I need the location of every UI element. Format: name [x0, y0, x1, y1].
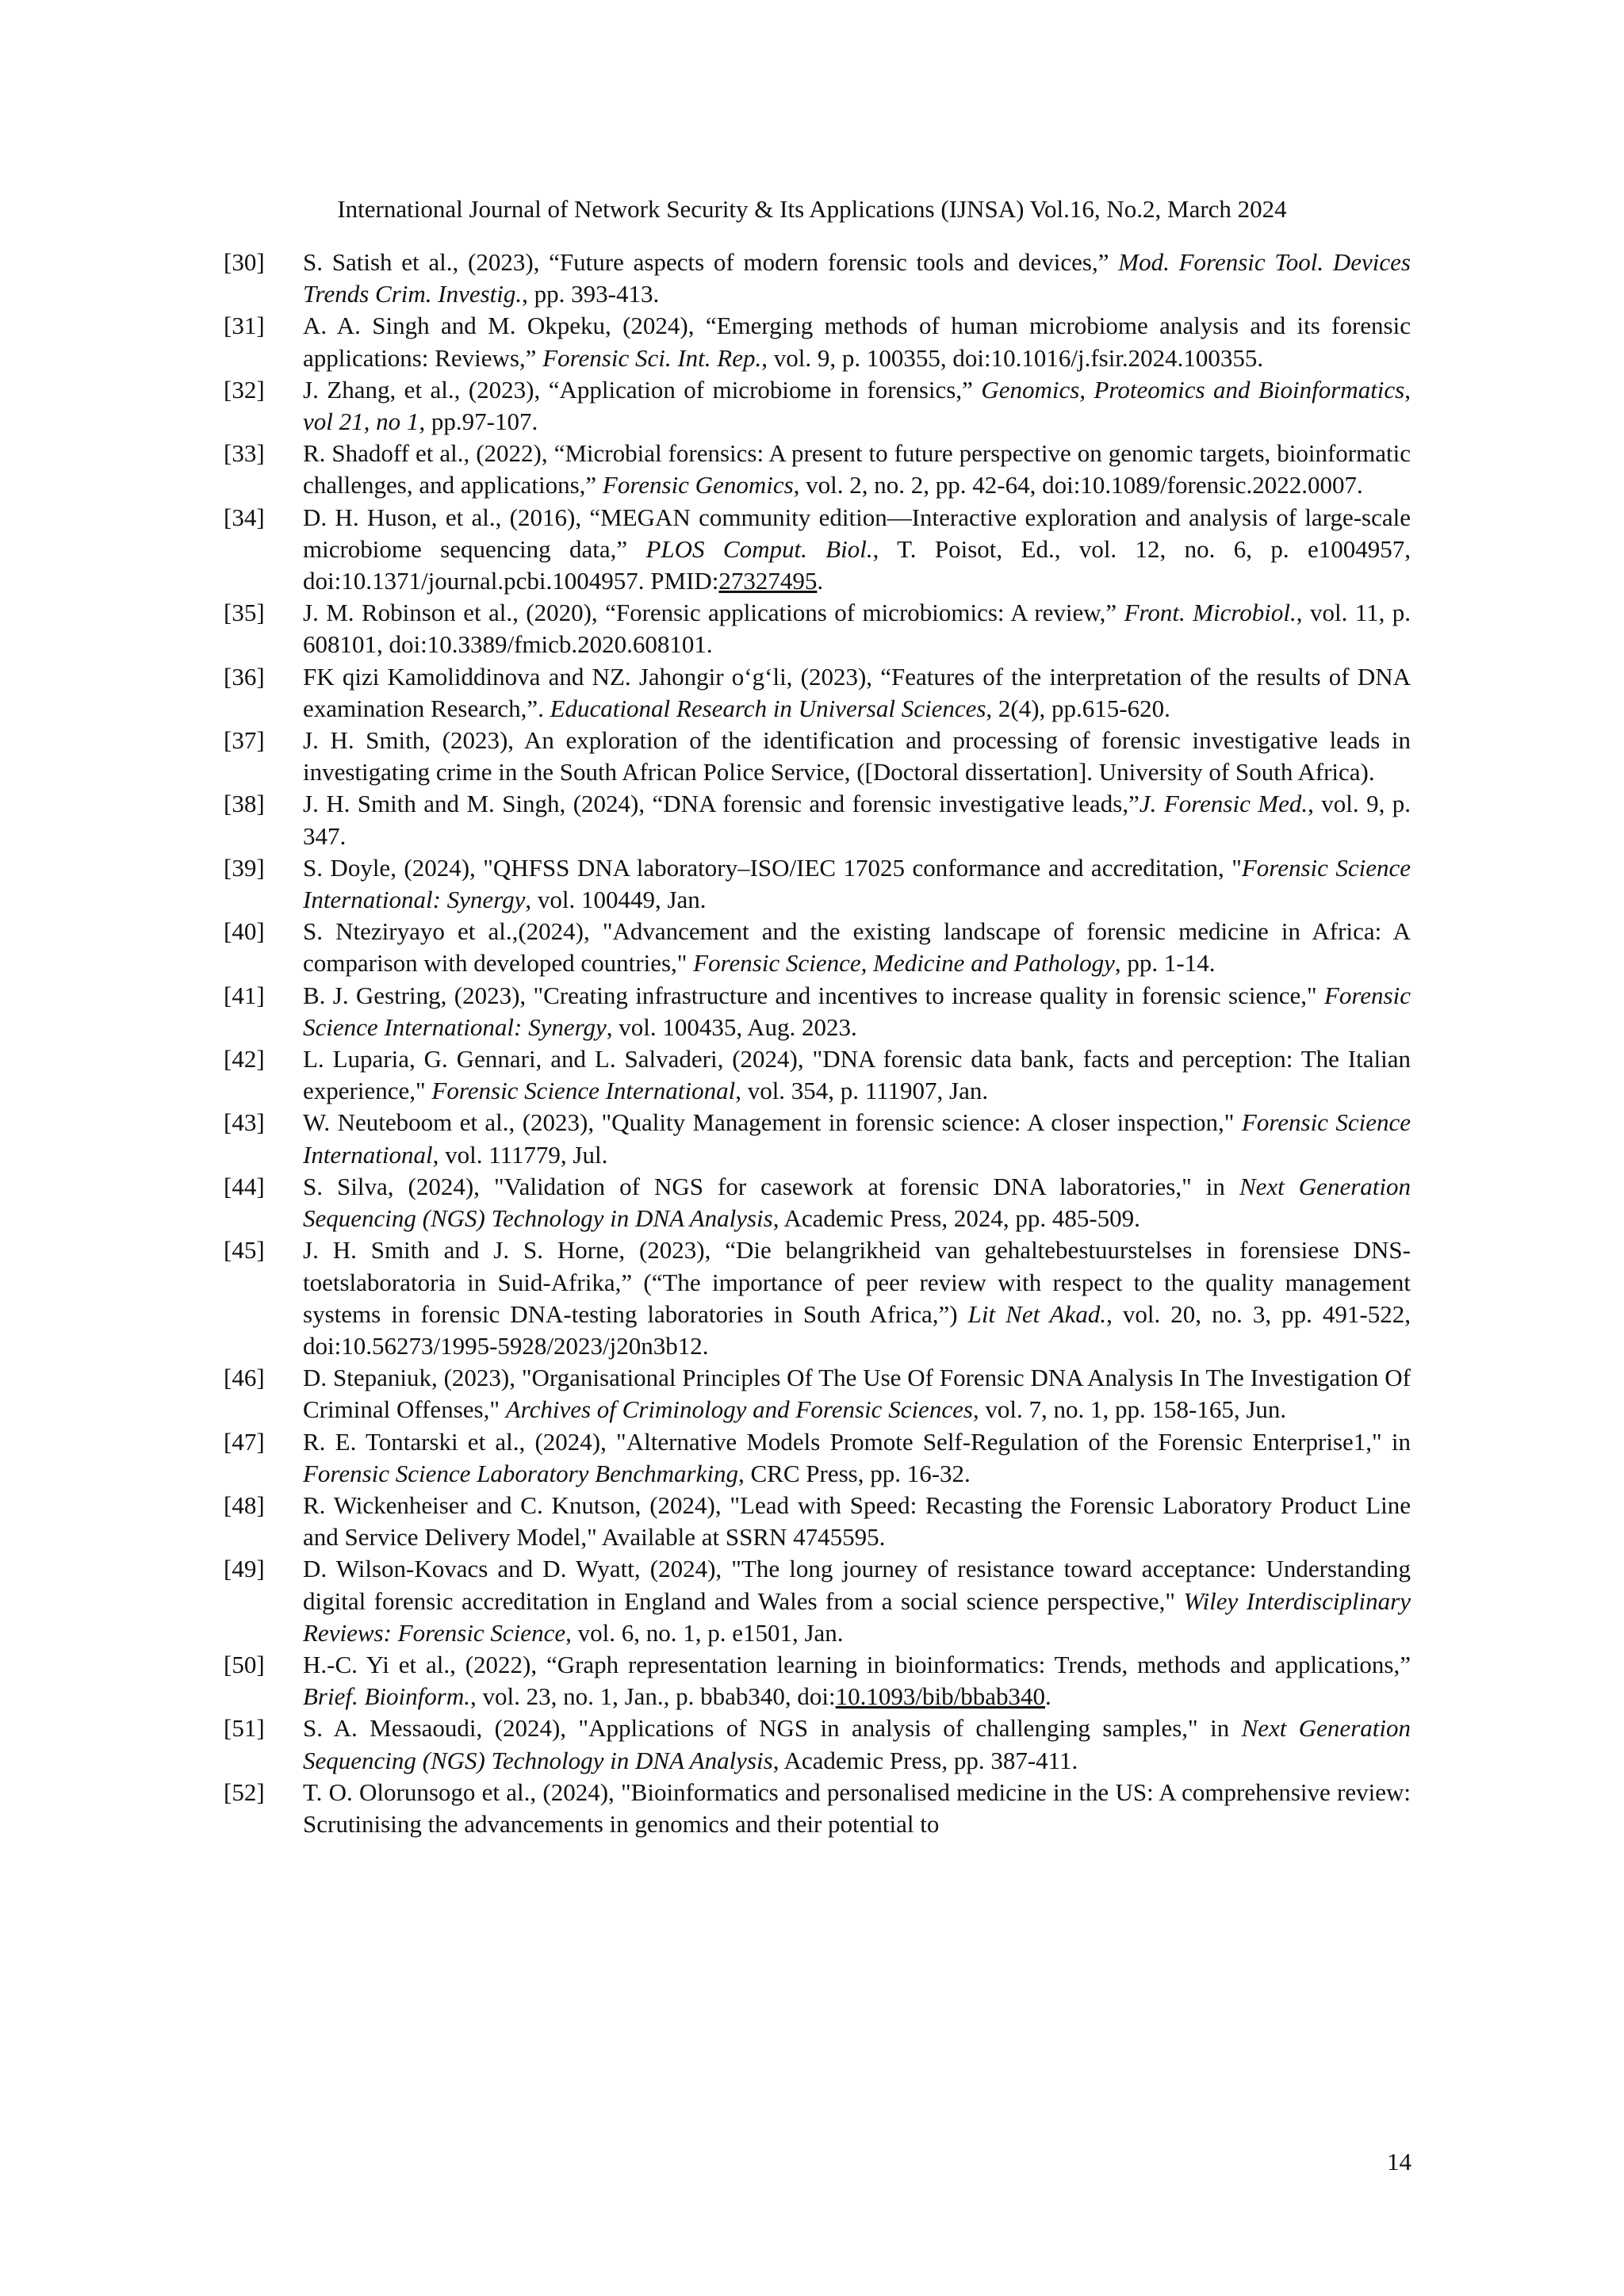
reference-source-title: Educational Research in Universal Sciences — [550, 694, 986, 722]
reference-text-segment: R. Wickenheiser and C. Knutson, (2024), "Lead with Speed: Recasting the Forensic Laboratory Product Line and Service Delivery Model," Available at SSRN 4745595. — [303, 1490, 1411, 1552]
reference-entry — [224, 1362, 1411, 1425]
reference-entry — [224, 1426, 1411, 1490]
reference-entry — [224, 788, 1411, 851]
reference-entry — [224, 247, 1411, 310]
reference-text-segment: , vol. 11, p. 608101, doi:10.3389/fmicb.2020.608101. — [303, 599, 1411, 659]
reference-text-segment: S. Silva, (2024), "Validation of NGS for casework at forensic DNA laboratories," in — [303, 1172, 1239, 1200]
reference-text-segment: , vol. 9, p. 347. — [303, 790, 1411, 850]
reference-entry — [224, 502, 1411, 598]
reference-entry — [224, 1649, 1411, 1712]
reference-text-segment: T. O. Olorunsogo et al., (2024), "Bioinformatics and personalised medicine in the US: A comprehensive review: Scrutinising the advancements in genomics and their potential to — [303, 1777, 1411, 1838]
reference-text-segment: pp.97-107. — [425, 408, 538, 436]
reference-entry — [224, 597, 1411, 660]
reference-text-segment: . — [817, 567, 824, 595]
reference-text-segment: A. A. Singh and M. Okpeku, (2024), “Emerging methods of human microbiome analysis and its forensic applications: Reviews,” — [303, 312, 1411, 372]
reference-number: [36] — [224, 662, 265, 691]
reference-link[interactable]: 27327495 — [718, 567, 818, 595]
reference-source-title: Archives of Criminology and Forensic Sciences — [505, 1395, 973, 1424]
reference-entry — [224, 661, 1411, 725]
reference-text — [303, 1714, 1411, 1774]
reference-text — [303, 854, 1411, 913]
reference-text-segment: , pp. 393-413. — [522, 280, 660, 308]
reference-entry — [224, 1712, 1411, 1776]
reference-number: [51] — [224, 1714, 265, 1743]
reference-text-segment: B. J. Gestring, (2023), "Creating infrastructure and incentives to increase quality in forensic science," — [303, 981, 1324, 1009]
reference-number: [39] — [224, 853, 265, 882]
reference-entry — [224, 980, 1411, 1043]
reference-text — [303, 1428, 1411, 1487]
reference-text — [303, 1173, 1411, 1232]
reference-text-segment: , T. Poisot, Ed., vol. 12, no. 6, p. e1004957, doi:10.1371/journal.pcbi.1004957. PMID: — [303, 534, 1411, 595]
reference-text-segment: D. Wilson-Kovacs and D. Wyatt, (2024), "The long journey of resistance toward acceptance: Understanding digital forensic accreditation in England and Wales from a social science perspective," — [303, 1555, 1411, 1615]
reference-text-segment: , vol. 9, p. 100355, doi:10.1016/j.fsir.2024.100355. — [761, 343, 1264, 372]
reference-text-segment: J. H. Smith, (2023), An exploration of the identification and processing of forensic investigative leads in investigating crime in the South African Police Service, ([Doctoral dissertation]. University of South Africa). — [303, 726, 1411, 786]
reference-number: [52] — [224, 1777, 265, 1806]
reference-text — [303, 248, 1411, 308]
reference-number: [49] — [224, 1555, 265, 1583]
reference-list — [224, 247, 1411, 1840]
page-number: 14 — [1387, 2148, 1411, 2175]
reference-text — [303, 1045, 1411, 1104]
reference-source-title: PLOS Comput. Biol. — [645, 534, 873, 563]
reference-text-segment: , vol. 354, p. 111907, Jan. — [735, 1077, 989, 1105]
running-header: International Journal of Network Security & Its Applications (IJNSA) Vol.16, No.2, March 2024 — [337, 195, 1287, 223]
reference-number: [45] — [224, 1236, 265, 1265]
reference-text — [303, 790, 1411, 849]
reference-text-segment: L. Luparia, G. Gennari, and L. Salvaderi, (2024), "DNA forensic data bank, facts and perception: The Italian experience," — [303, 1045, 1411, 1105]
reference-number: [43] — [224, 1108, 265, 1137]
reference-source-title: Wiley Interdisciplinary Reviews: Forensic Science — [303, 1586, 1411, 1647]
reference-text-segment: D. Stepaniuk, (2023), "Organisational Principles Of The Use Of Forensic DNA Analysis In The Investigation Of Criminal Offenses," — [303, 1364, 1411, 1424]
reference-text — [303, 312, 1411, 371]
reference-source-title: vol 21, no 1, — [303, 408, 426, 436]
reference-source-title: Forensic Science Laboratory Benchmarking — [303, 1459, 738, 1487]
reference-text-segment: . — [1045, 1682, 1051, 1711]
reference-number: [42] — [224, 1045, 265, 1073]
reference-number: [34] — [224, 503, 265, 531]
reference-text-segment: R. Shadoff et al., (2022), “Microbial forensics: A present to future perspective on genomic targets, bioinformatic challenges, and applications,” — [303, 439, 1411, 499]
reference-text-segment: , vol. 23, no. 1, Jan., p. bbab340, doi: — [469, 1682, 836, 1711]
reference-entry — [224, 374, 1411, 438]
reference-entry — [224, 1234, 1411, 1362]
reference-text-segment: , vol. 100449, Jan. — [525, 886, 707, 914]
reference-text-segment: S. Doyle, (2024), "QHFSS DNA laboratory–ISO/IEC 17025 conformance and accreditation, " — [303, 853, 1242, 882]
reference-number: [44] — [224, 1172, 265, 1200]
reference-entry — [224, 1107, 1411, 1170]
reference-source-title: Front. Microbiol. — [1124, 599, 1297, 627]
reference-text-segment: J. Zhang, et al., (2023), “Application of microbiome in forensics,” — [303, 375, 982, 404]
reference-source-title: Lit Net Akad. — [967, 1299, 1107, 1328]
reference-text — [303, 663, 1411, 722]
reference-number: [46] — [224, 1364, 265, 1392]
reference-number: [48] — [224, 1490, 265, 1519]
reference-text — [303, 982, 1411, 1041]
reference-text-segment: J. H. Smith and J. S. Horne, (2023), “Die belangrikheid van gehaltebestuurstelses in forensiese DNS-toetslaboratoria in Suid-Afrika,” (“The importance of peer review with respect to the quality management systems in forensic DNA-testing laboratories in South Africa,”) — [303, 1236, 1411, 1328]
reference-entry — [224, 1553, 1411, 1649]
reference-text-segment: D. H. Huson, et al., (2016), “MEGAN community edition—Interactive exploration and analysis of large-scale microbiome sequencing data,” — [303, 503, 1411, 563]
reference-entry — [224, 1043, 1411, 1107]
reference-text-segment: H.-C. Yi et al., (2022), “Graph representation learning in bioinformatics: Trends, methods and applications,” — [303, 1650, 1411, 1678]
reference-number: [38] — [224, 790, 265, 818]
reference-entry — [224, 725, 1411, 788]
reference-text — [303, 1778, 1411, 1838]
reference-source-title: J. Forensic Med. — [1139, 790, 1308, 818]
reference-source-title: Genomics, Proteomics and Bioinformatics — [981, 375, 1405, 404]
reference-text-segment: , vol. 20, no. 3, pp. 491-522, doi:10.56273/1995-5928/2023/j20n3b12. — [303, 1299, 1411, 1360]
reference-number: [41] — [224, 981, 265, 1009]
reference-text — [303, 1651, 1411, 1710]
reference-text-segment: , CRC Press, pp. 16-32. — [737, 1459, 971, 1487]
reference-text — [303, 917, 1411, 977]
reference-source-title: Forensic Sci. Int. Rep. — [542, 343, 762, 372]
reference-text-segment: , 2(4), pp.615-620. — [986, 694, 1170, 722]
reference-link[interactable]: 10.1093/bib/bbab340 — [835, 1682, 1045, 1711]
reference-source-title: Forensic Science International — [303, 1108, 1411, 1169]
reference-source-title: Brief. Bioinform. — [303, 1682, 470, 1711]
reference-text-segment: R. E. Tontarski et al., (2024), "Alternative Models Promote Self-Regulation of the Forensic Enterprise1," in — [303, 1427, 1411, 1456]
reference-text — [303, 1236, 1411, 1360]
reference-text-segment: , Academic Press, pp. 387-411. — [772, 1746, 1078, 1774]
reference-text-segment: S. Satish et al., (2023), “Future aspects of modern forensic tools and devices,” — [303, 248, 1119, 276]
reference-entry — [224, 852, 1411, 916]
reference-number: [35] — [224, 599, 265, 627]
reference-number: [31] — [224, 312, 265, 340]
reference-number: [50] — [224, 1650, 265, 1678]
reference-text-segment: , vol. 7, no. 1, pp. 158-165, Jun. — [972, 1395, 1287, 1424]
reference-text — [303, 503, 1411, 595]
reference-entry — [224, 1490, 1411, 1553]
reference-number: [32] — [224, 375, 265, 404]
reference-text-segment: J. M. Robinson et al., (2020), “Forensic applications of microbiomics: A review,” — [303, 599, 1124, 627]
reference-entry — [224, 1171, 1411, 1234]
reference-source-title: Forensic Science International: Synergy — [303, 981, 1411, 1041]
reference-source-title: Next Generation Sequencing (NGS) Technology in DNA Analysis — [303, 1714, 1411, 1774]
reference-number: [40] — [224, 917, 265, 946]
reference-text-segment: , — [1404, 375, 1411, 404]
reference-source-title: Forensic Science International: Synergy — [303, 853, 1411, 914]
reference-source-title: Forensic Science, Medicine and Pathology — [693, 949, 1115, 978]
reference-source-title: Forensic Science International — [431, 1077, 736, 1105]
reference-source-title: Next Generation Sequencing (NGS) Technology in DNA Analysis — [303, 1172, 1411, 1233]
reference-source-title: Mod. Forensic Tool. Devices Trends Crim. Investig. — [303, 248, 1411, 308]
reference-entry — [224, 438, 1411, 501]
reference-text — [303, 1555, 1411, 1646]
reference-text-segment: J. H. Smith and M. Singh, (2024), “DNA forensic and forensic investigative leads,” — [303, 790, 1139, 818]
reference-number: [30] — [224, 248, 265, 276]
reference-text — [303, 376, 1411, 435]
reference-text — [303, 1364, 1411, 1423]
reference-text — [303, 599, 1411, 658]
reference-text — [303, 1108, 1411, 1168]
reference-number: [33] — [224, 439, 265, 468]
reference-text-segment: , vol. 2, no. 2, pp. 42-64, doi:10.1089/forensic.2022.0007. — [793, 471, 1363, 499]
reference-text-segment: , vol. 6, no. 1, p. e1501, Jan. — [565, 1618, 844, 1647]
reference-entry — [224, 1777, 1411, 1840]
reference-text-segment: , vol. 100435, Aug. 2023. — [606, 1012, 857, 1041]
reference-number: [37] — [224, 726, 265, 755]
reference-text — [303, 439, 1411, 499]
reference-number: [47] — [224, 1427, 265, 1456]
reference-entry — [224, 916, 1411, 979]
reference-text-segment: W. Neuteboom et al., (2023), "Quality Management in forensic science: A closer inspection," — [303, 1108, 1242, 1137]
reference-text-segment: , Academic Press, 2024, pp. 485-509. — [772, 1204, 1140, 1233]
reference-text — [303, 1491, 1411, 1551]
reference-text-segment: S. Nteziryayo et al.,(2024), "Advancement and the existing landscape of forensic medicine in Africa: A comparison with developed countries," — [303, 917, 1411, 978]
reference-source-title: Forensic Genomics — [602, 471, 794, 499]
reference-text-segment: FK qizi Kamoliddinova and NZ. Jahongir o‘g‘li, (2023), “Features of the interpretation of the results of DNA examination Research,”. — [303, 662, 1411, 722]
reference-text-segment: S. A. Messaoudi, (2024), "Applications of NGS in analysis of challenging samples," in — [303, 1714, 1242, 1743]
reference-entry — [224, 310, 1411, 373]
reference-text-segment: , vol. 111779, Jul. — [432, 1140, 608, 1169]
reference-text-segment: , pp. 1-14. — [1114, 949, 1216, 978]
reference-text — [303, 726, 1411, 786]
